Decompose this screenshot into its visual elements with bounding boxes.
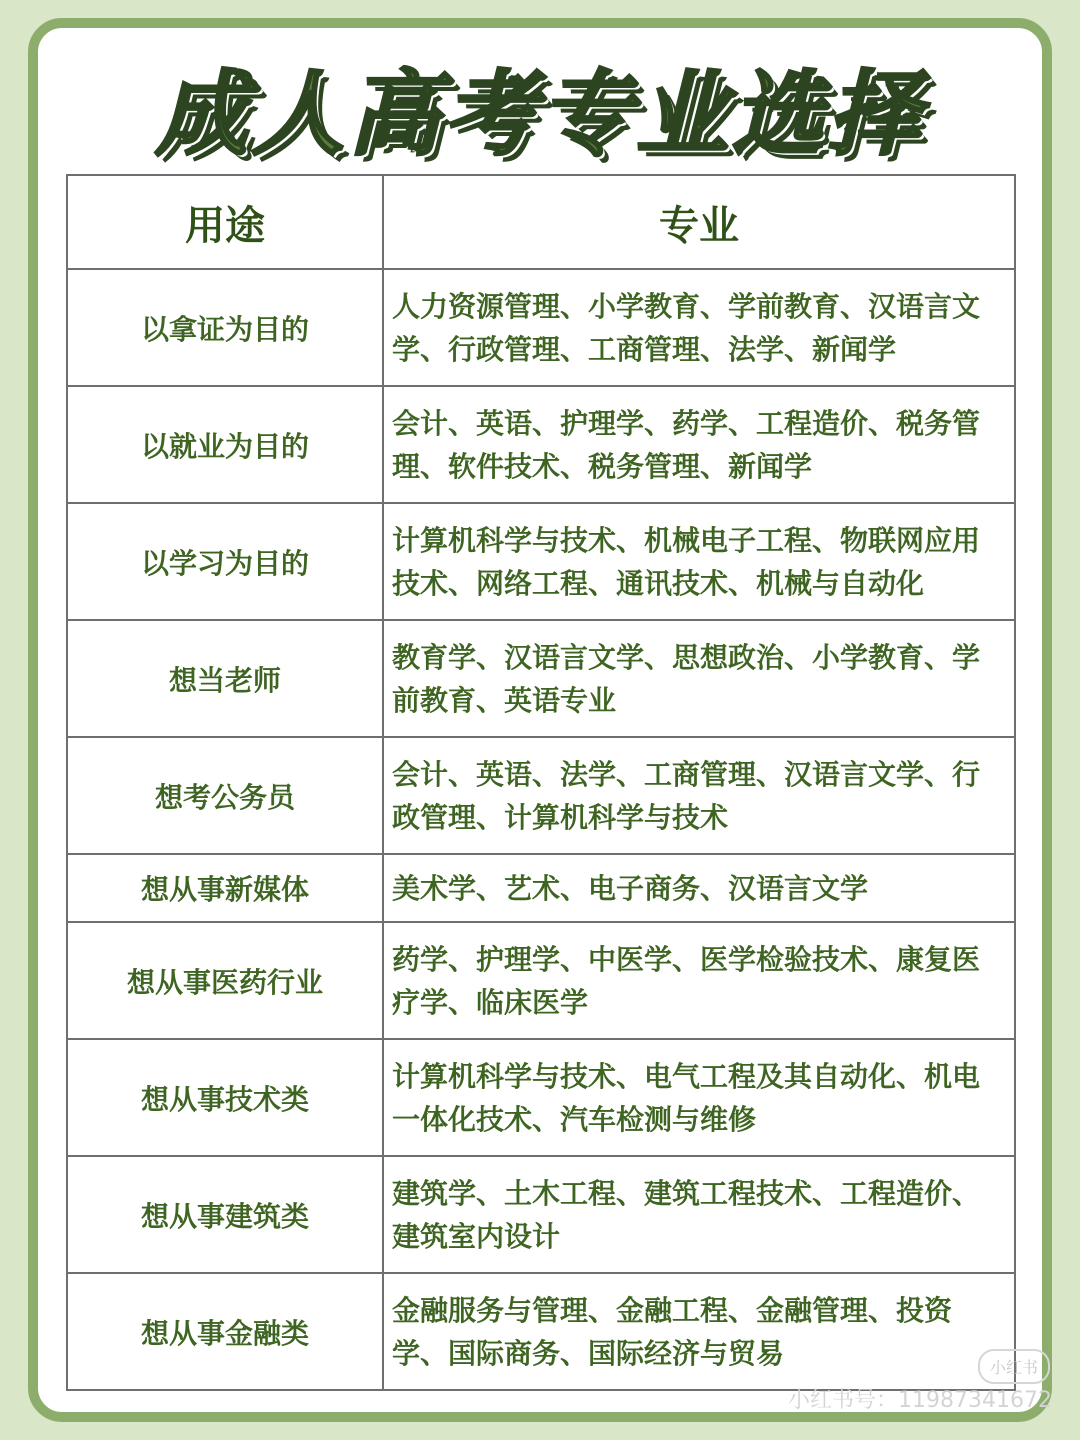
- table-row: [67, 854, 1015, 922]
- table-row: [67, 503, 1015, 620]
- purpose-cell: 以拿证为目的: [67, 269, 383, 386]
- xiaohongshu-id-watermark: 小红书号：11987341672: [788, 1388, 1052, 1413]
- majors-cell: 建筑学、土木工程、建筑工程技术、工程造价、建筑室内设计: [383, 1156, 1015, 1273]
- table-row: [67, 1273, 1015, 1390]
- majors-cell: 金融服务与管理、金融工程、金融管理、投资学、国际商务、国际经济与贸易: [383, 1273, 1015, 1390]
- majors-cell: 计算机科学与技术、电气工程及其自动化、机电一体化技术、汽车检测与维修: [383, 1039, 1015, 1156]
- xiaohongshu-logo-watermark: 小红书: [978, 1349, 1050, 1384]
- purpose-cell: 以学习为目的: [67, 503, 383, 620]
- table-header-row: [67, 175, 1015, 269]
- page-title: 成人高考专业选择: [155, 61, 924, 168]
- purpose-cell: 想考公务员: [67, 737, 383, 854]
- table-row: [67, 1156, 1015, 1273]
- purpose-cell: 想从事建筑类: [67, 1156, 383, 1273]
- majors-header: 专业: [383, 175, 1015, 269]
- purpose-cell: 以就业为目的: [67, 386, 383, 503]
- majors-table: [66, 174, 1016, 1391]
- table-row: [67, 386, 1015, 503]
- table-row: [67, 1039, 1015, 1156]
- majors-cell: 美术学、艺术、电子商务、汉语言文学: [383, 854, 1015, 922]
- purpose-cell: 想从事新媒体: [67, 854, 383, 922]
- majors-cell: 人力资源管理、小学教育、学前教育、汉语言文学、行政管理、工商管理、法学、新闻学: [383, 269, 1015, 386]
- majors-cell: 会计、英语、护理学、药学、工程造价、税务管理、软件技术、税务管理、新闻学: [383, 386, 1015, 503]
- majors-cell: 计算机科学与技术、机械电子工程、物联网应用技术、网络工程、通讯技术、机械与自动化: [383, 503, 1015, 620]
- majors-cell: 会计、英语、法学、工商管理、汉语言文学、行政管理、计算机科学与技术: [383, 737, 1015, 854]
- table-row: [67, 922, 1015, 1039]
- table-row: [67, 620, 1015, 737]
- purpose-cell: 想从事技术类: [67, 1039, 383, 1156]
- purpose-header: 用途: [67, 175, 383, 269]
- majors-cell: 药学、护理学、中医学、医学检验技术、康复医疗学、临床医学: [383, 922, 1015, 1039]
- purpose-cell: 想当老师: [67, 620, 383, 737]
- table-row: [67, 269, 1015, 386]
- table-row: [67, 737, 1015, 854]
- poster-card: [28, 18, 1052, 1422]
- purpose-cell: 想从事金融类: [67, 1273, 383, 1390]
- majors-cell: 教育学、汉语言文学、思想政治、小学教育、学前教育、英语专业: [383, 620, 1015, 737]
- purpose-cell: 想从事医药行业: [67, 922, 383, 1039]
